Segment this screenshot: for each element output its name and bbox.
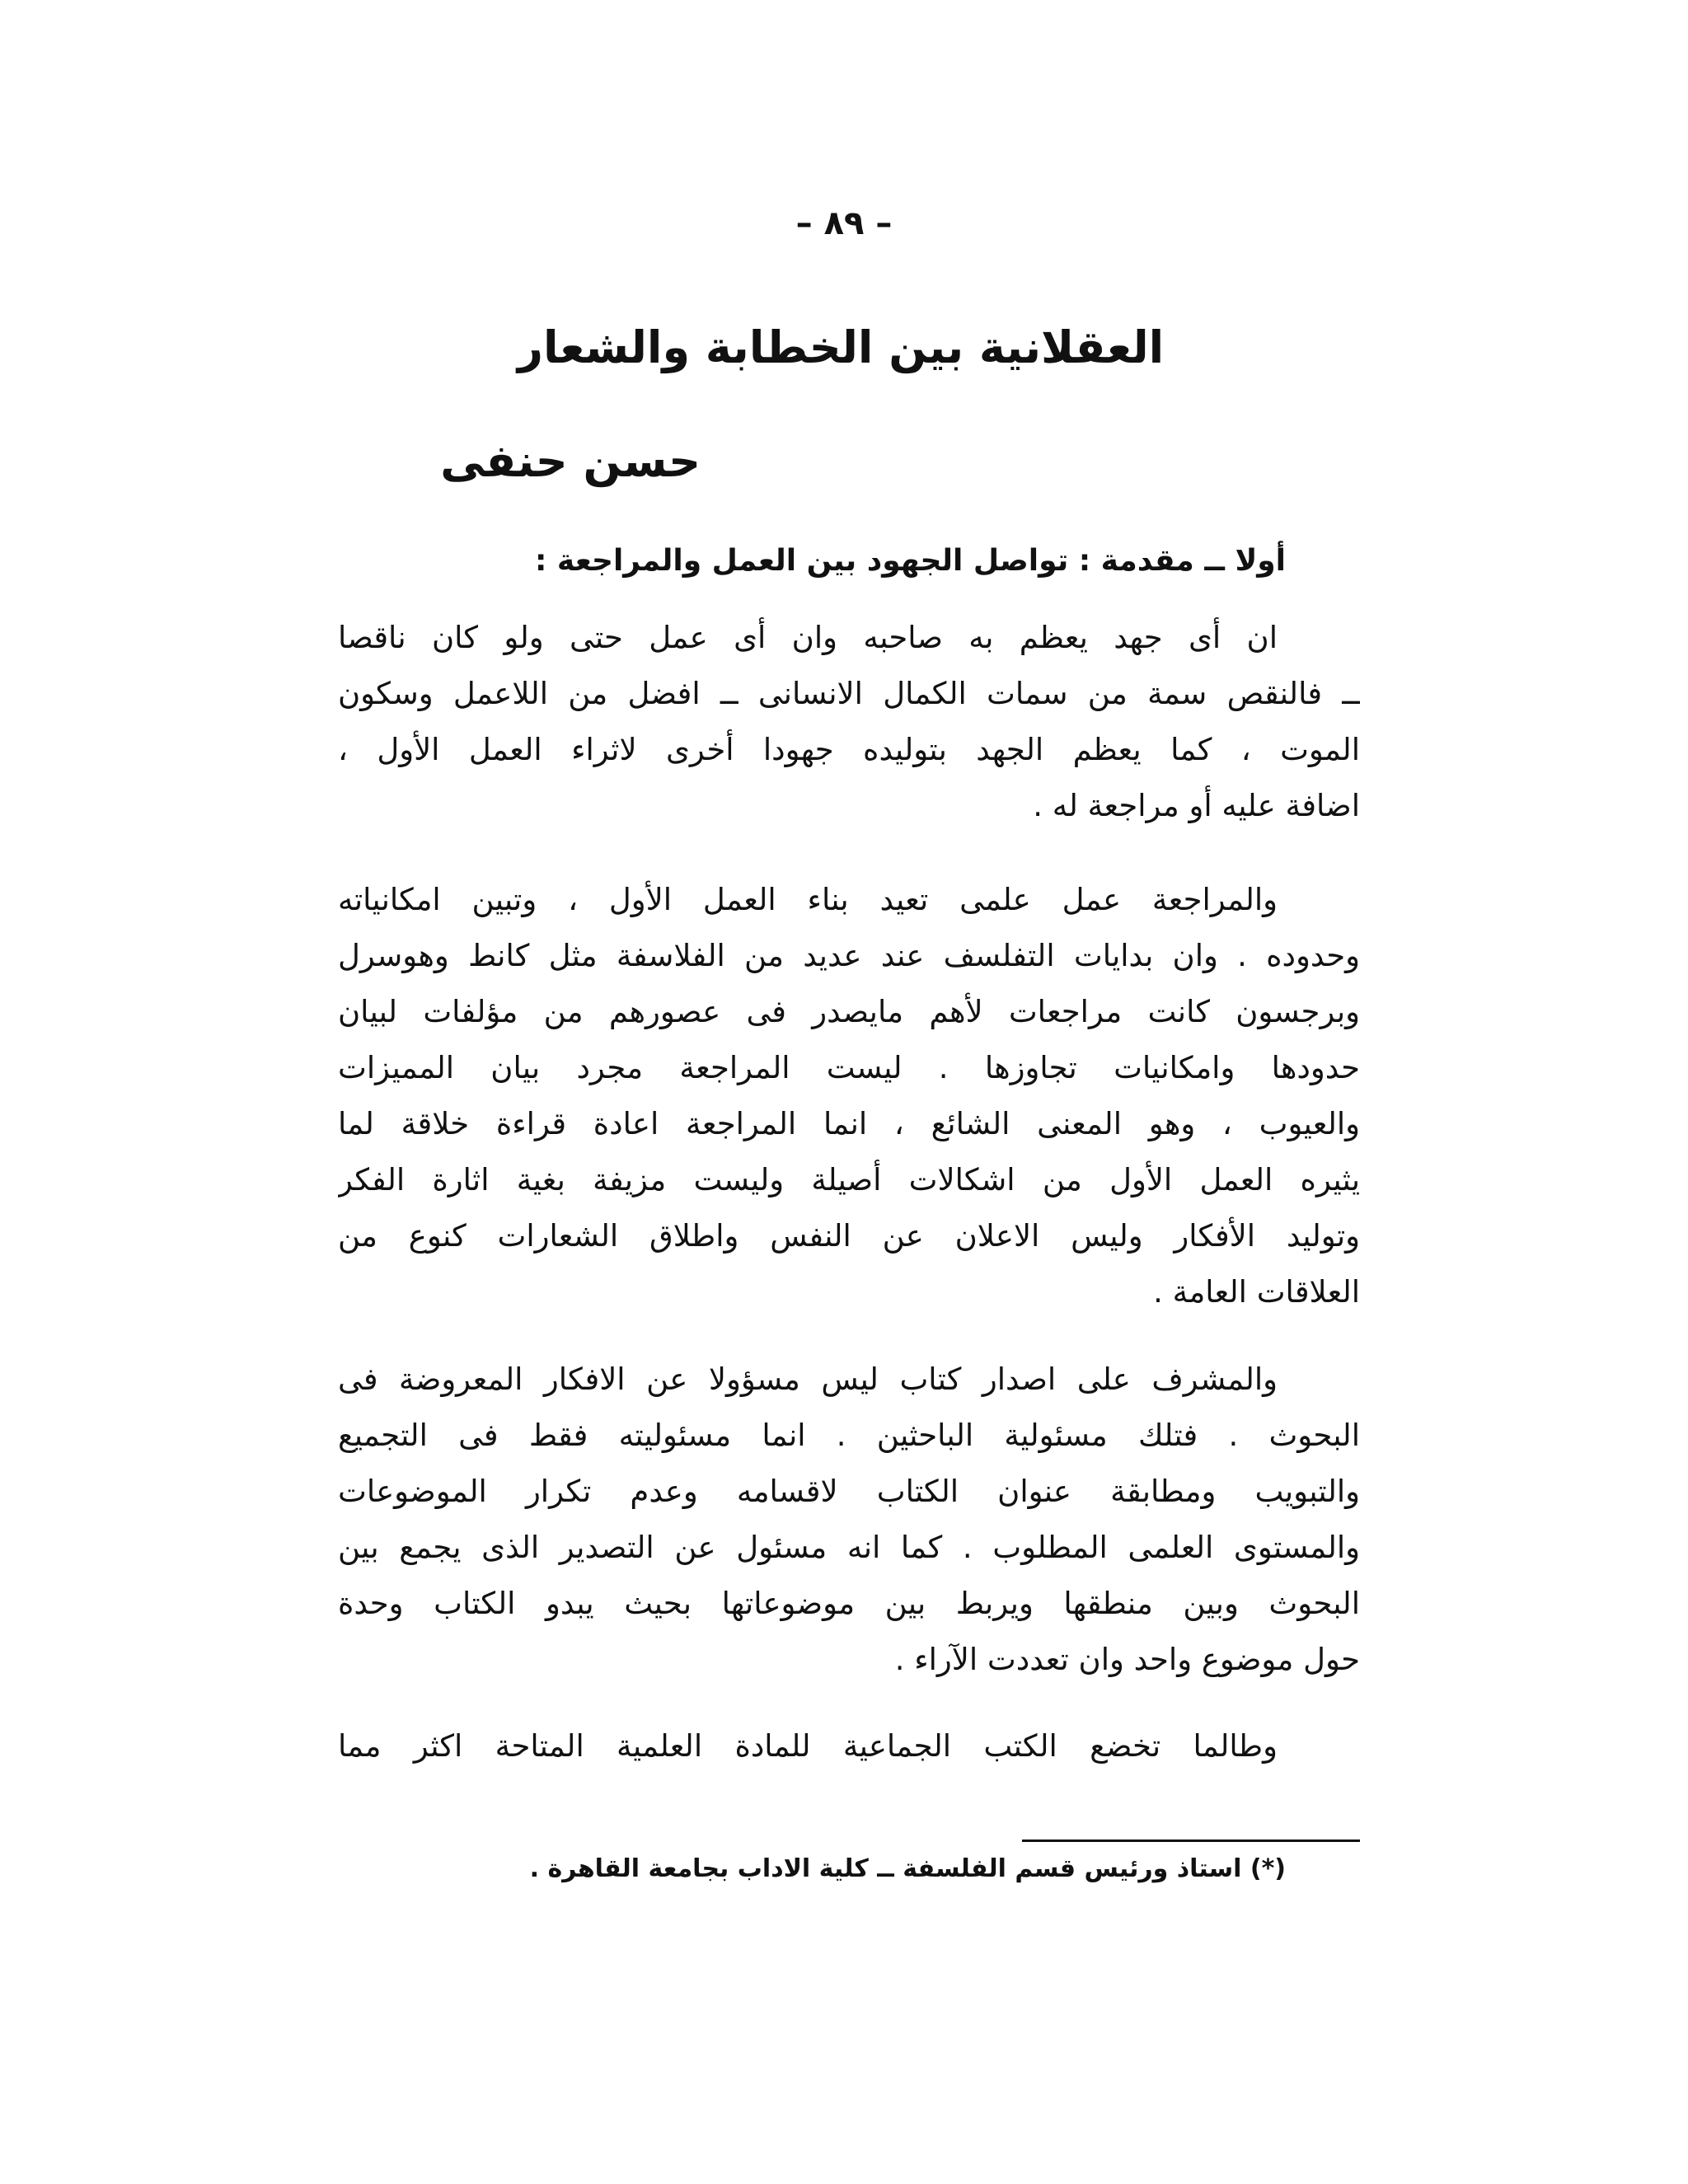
paragraph-line: حول موضوع واحد وان تعددت الآراء . xyxy=(894,1642,1360,1677)
paragraph-line: ان أى جهد يعظم به صاحبه وان أى عمل حتى ولو كان ناقصا xyxy=(338,620,1278,655)
footnote: (*) استاذ ورئيس قسم الفلسفة ــ كلية الاداب بجامعة القاهرة . xyxy=(529,1854,1286,1883)
paragraph-line: وحدوده . وان بدايات التفلسف عند عديد من الفلاسفة مثل كانط وهوسرل xyxy=(338,938,1360,973)
page-number: – ٨٩ – xyxy=(795,204,893,242)
paragraph-line: الموت ، كما يعظم الجهد بتوليده جهودا أخرى لاثراء العمل الأول ، xyxy=(338,732,1360,767)
author-name: حسن حنفى xyxy=(440,435,701,487)
paragraph-intro xyxy=(338,610,1360,834)
paragraph-collective-books xyxy=(338,1718,1360,1774)
section-heading: أولا ــ مقدمة : تواصل الجهود بين العمل والمراجعة : xyxy=(534,544,1286,578)
paragraph-line: والتبويب ومطابقة عنوان الكتاب لاقسامه وعدم تكرار الموضوعات xyxy=(338,1474,1360,1509)
footnote-divider xyxy=(1022,1840,1360,1842)
paragraph-line: والمستوى العلمى المطلوب . كما انه مسئول عن التصدير الذى يجمع بين xyxy=(338,1530,1360,1565)
paragraph-line: البحوث وبين منطقها ويربط بين موضوعاتها بحيث يبدو الكتاب وحدة xyxy=(338,1586,1360,1621)
paragraph-line: وتوليد الأفكار وليس الاعلان عن النفس واطلاق الشعارات كنوع من xyxy=(338,1218,1360,1254)
paragraph-line: والعيوب ، وهو المعنى الشائع ، انما المراجعة اعادة قراءة خلاقة لما xyxy=(338,1106,1360,1141)
paragraph-line: البحوث . فتلك مسئولية الباحثين . انما مسئوليته فقط فى التجميع xyxy=(338,1418,1360,1453)
paragraph-line: يثيره العمل الأول من اشكالات أصيلة وليست مزيفة بغية اثارة الفكر xyxy=(338,1162,1360,1197)
paragraph-review xyxy=(338,872,1360,1320)
paragraph-line: حدودها وامكانيات تجاوزها . ليست المراجعة مجرد بيان المميزات xyxy=(338,1050,1360,1085)
paragraph-line: والمراجعة عمل علمى تعيد بناء العمل الأول ، وتبين امكانياته xyxy=(338,882,1278,917)
paragraph-line: ــ فالنقص سمة من سمات الكمال الانسانى ــ افضل من اللاعمل وسكون xyxy=(338,676,1360,711)
article-title: العقلانية بين الخطابة والشعار xyxy=(517,321,1165,373)
paragraph-line: وبرجسون كانت مراجعات لأهم مايصدر فى عصورهم من مؤلفات لبيان xyxy=(338,994,1360,1029)
paragraph-line: العلاقات العامة . xyxy=(1153,1274,1360,1310)
paragraph-line: وطالما تخضع الكتب الجماعية للمادة العلمية المتاحة اكثر مما xyxy=(338,1728,1278,1764)
paragraph-editor xyxy=(338,1352,1360,1688)
paragraph-line: والمشرف على اصدار كتاب ليس مسؤولا عن الافكار المعروضة فى xyxy=(338,1361,1278,1397)
paragraph-line: اضافة عليه أو مراجعة له . xyxy=(1033,788,1360,823)
